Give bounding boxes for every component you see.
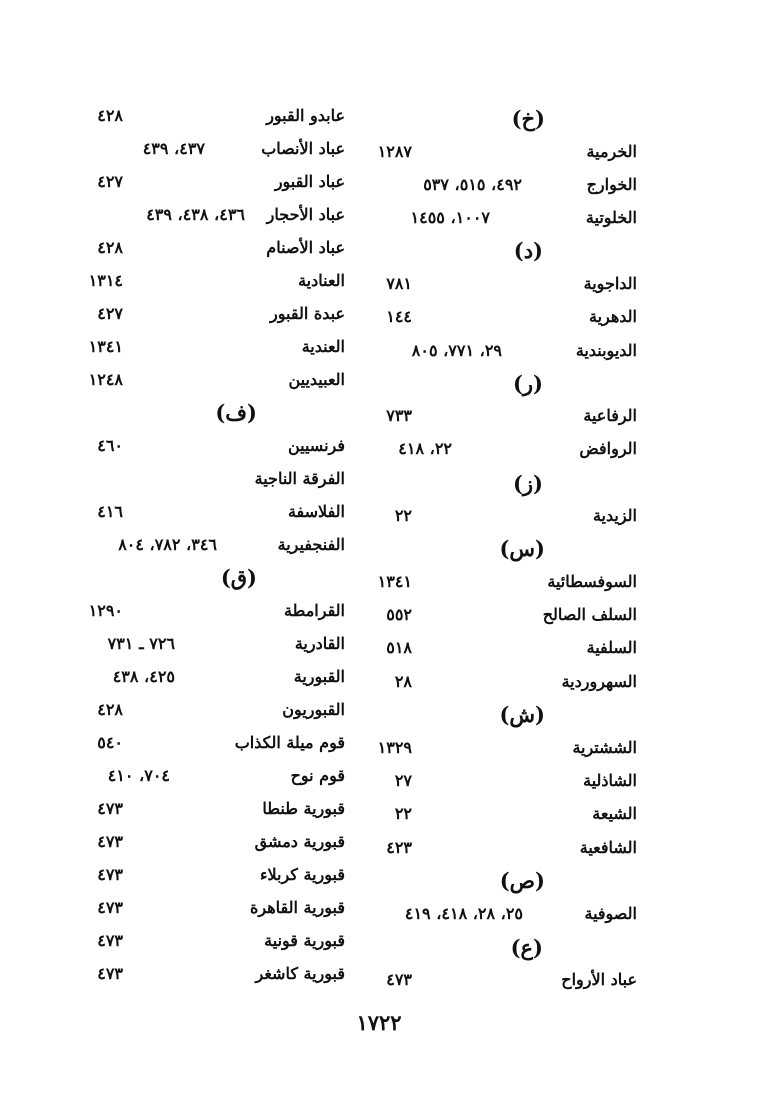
- index-entry-pages: ١٣٤١: [377, 572, 412, 591]
- index-entry-name: الرفاعية: [583, 406, 637, 425]
- index-entry-pages: ١٢٩٠: [88, 601, 123, 620]
- index-entry-pages: ٤٧٣: [97, 964, 123, 983]
- index-entry-pages: ٤٢٧: [97, 304, 123, 323]
- index-entry-name: الزيدية: [592, 506, 637, 525]
- index-entry-name: الخوارج: [586, 175, 637, 194]
- index-entry-name: قبورية قونية: [264, 931, 345, 950]
- index-entry-pages: ٣٤٦، ٧٨٢، ٨٠٤: [118, 535, 217, 554]
- index-entry-pages: ٢٢: [394, 804, 412, 823]
- index-entry-name: الروافض: [579, 439, 637, 458]
- index-entry-name: القادرية: [294, 634, 345, 653]
- index-entry-name: السلفية: [586, 638, 637, 657]
- index-entry-pages: ٤٧٣: [97, 865, 123, 884]
- index-entry-pages: ٤٢٨: [97, 700, 123, 719]
- index-entry-name: الديوبندية: [575, 341, 637, 360]
- index-entry-pages: ٤٣٧، ٤٣٩: [142, 139, 205, 158]
- letter-heading-shin: (ش): [499, 702, 545, 727]
- index-entry-name: عبدة القبور: [270, 304, 345, 323]
- index-entry-pages: ٤٧٣: [97, 898, 123, 917]
- index-entry-pages: ٥١٨: [386, 638, 412, 657]
- index-entry-pages: ٧٣٣: [386, 406, 412, 425]
- index-entry-name: قوم نوح: [290, 766, 345, 785]
- index-entry-name: الداجوية: [583, 274, 637, 293]
- letter-heading-zay: (ز): [512, 471, 543, 496]
- index-entry-name: الدهرية: [588, 307, 637, 326]
- index-entry-pages: ٤٢٥، ٤٣٨: [112, 667, 175, 686]
- index-entry-pages: ١٢٤٨: [88, 370, 123, 389]
- index-entry-pages: ٤٢٨: [97, 106, 123, 125]
- index-entry-pages: ١٠٠٧، ١٤٥٥: [410, 208, 490, 227]
- index-entry-name: قبورية القاهرة: [249, 898, 345, 917]
- index-entry-name: قبورية دمشق: [254, 832, 345, 851]
- index-entry-pages: ٥٤٠: [97, 733, 123, 752]
- index-entry-pages: ٢٥، ٢٨، ٤١٨، ٤١٩: [404, 904, 523, 923]
- index-entry-name: عباد الأنصاب: [261, 139, 345, 158]
- index-entry-name: السهروردية: [561, 672, 637, 691]
- letter-heading-qaf: (ق): [220, 565, 257, 590]
- index-entry-pages: ٢٧: [394, 771, 412, 790]
- letter-heading-sad: (ص): [499, 868, 545, 893]
- index-entry-name: فرنسيين: [287, 436, 345, 455]
- index-entry-pages: ٤٧٣: [97, 799, 123, 818]
- index-entry-pages: ٤٦٠: [97, 436, 123, 455]
- index-entry-name: قوم ميلة الكذاب: [234, 733, 345, 752]
- index-entry-name: العندية: [301, 337, 345, 356]
- index-entry-pages: ٧٨١: [386, 274, 412, 293]
- index-entry-pages: ١٣٢٩: [377, 738, 412, 757]
- index-entry-pages: ٤٩٢، ٥١٥، ٥٣٧: [423, 175, 522, 194]
- index-entry-pages: ٤١٦: [97, 502, 123, 521]
- letter-heading-kha: (خ): [511, 106, 545, 131]
- index-entry-pages: ٤٢٨: [97, 238, 123, 257]
- index-entry-name: العبيديين: [288, 370, 345, 389]
- index-entry-name: الخرمية: [586, 142, 637, 161]
- letter-heading-fa: (ف): [215, 400, 257, 425]
- index-entry-pages: ٤٢٧: [97, 172, 123, 191]
- letter-heading-dal: (د): [513, 238, 543, 263]
- index-entry-name: السلف الصالح: [542, 605, 637, 624]
- index-entry-name: الخلوتية: [585, 208, 637, 227]
- index-entry-name: الفلاسفة: [287, 502, 345, 521]
- index-entry-name: الشيعة: [592, 804, 637, 823]
- index-entry-name: عباد الأصنام: [266, 238, 345, 257]
- index-entry-name: الصوفية: [584, 904, 637, 923]
- index-entry-name: قبورية طنطا: [262, 799, 345, 818]
- index-entry-pages: ٤٧٣: [97, 931, 123, 950]
- index-entry-pages: ١٣١٤: [88, 271, 123, 290]
- index-entry-pages: ٤٧٣: [386, 970, 412, 989]
- index-entry-name: الفرقة الناجية: [254, 469, 345, 488]
- index-entry-name: عابدو القبور: [266, 106, 345, 125]
- index-entry-pages: ٥٥٢: [386, 605, 412, 624]
- index-entry-name: القبورية: [293, 667, 345, 686]
- page-number: ١٧٢٢: [356, 1010, 402, 1035]
- index-entry-pages: ٤٣٦، ٤٣٨، ٤٣٩: [146, 205, 245, 224]
- index-entry-name: السوفسطائية: [547, 572, 637, 591]
- index-entry-pages: ٢٩، ٧٧١، ٨٠٥: [411, 341, 502, 360]
- index-entry-name: قبورية كاشغر: [255, 964, 345, 983]
- index-entry-pages: ٧٢٦ ـ ٧٣١: [107, 634, 175, 653]
- index-entry-pages: ١٤٤: [386, 307, 412, 326]
- index-entry-name: الششترية: [572, 738, 637, 757]
- index-entry-pages: ٢٢، ٤١٨: [398, 439, 452, 458]
- index-entry-pages: ٢٢: [394, 506, 412, 525]
- index-entry-name: قبورية كربلاء: [259, 865, 345, 884]
- index-entry-name: القرامطة: [284, 601, 345, 620]
- index-entry-name: القبوريون: [282, 700, 345, 719]
- index-entry-name: العنادية: [298, 271, 345, 290]
- index-entry-name: عباد القبور: [274, 172, 345, 191]
- index-entry-pages: ٤٢٣: [386, 838, 412, 857]
- index-entry-pages: ٧٠٤، ٤١٠: [107, 766, 170, 785]
- letter-heading-ra: (ر): [512, 371, 543, 396]
- index-entry-name: عباد الأرواح: [561, 970, 637, 989]
- index-entry-name: الشاذلية: [583, 771, 637, 790]
- letter-heading-sin: (س): [499, 536, 545, 561]
- index-entry-pages: ١٢٨٧: [377, 142, 412, 161]
- index-entry-name: عباد الأحجار: [266, 205, 345, 224]
- index-entry-pages: ٢٨: [394, 672, 412, 691]
- index-entry-name: الشافعية: [579, 838, 637, 857]
- index-entry-name: الفنجفيرية: [277, 535, 345, 554]
- index-entry-pages: ٤٧٣: [97, 832, 123, 851]
- index-entry-pages: ١٣٤١: [88, 337, 123, 356]
- letter-heading-ain: (ع): [510, 935, 543, 960]
